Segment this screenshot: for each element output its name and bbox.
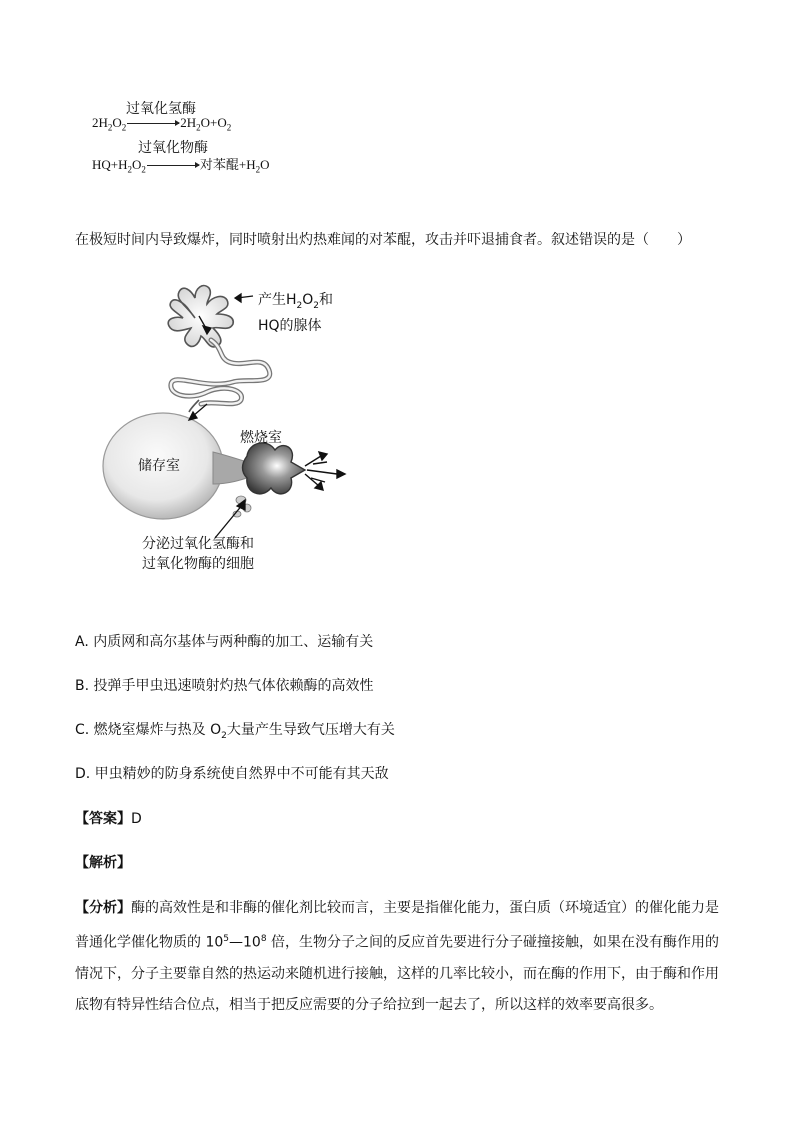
storage-label: 储存室	[138, 458, 180, 474]
eq1-left: $2H_2O_2$	[92, 115, 127, 133]
answer-line	[75, 812, 142, 826]
option-b: B. 投弹手甲虫迅速喷射灼热气体依赖酶的高效性	[75, 678, 374, 694]
equation-1	[92, 115, 231, 133]
eq1-enzyme-label: 过氧化氢酶	[126, 101, 196, 117]
gland-label	[258, 290, 333, 336]
answer-value: D	[131, 811, 142, 827]
answer-label: 【答案】	[75, 811, 131, 827]
combustion-chamber	[243, 443, 306, 494]
gland-label-line2: HQ的腺体	[258, 317, 322, 334]
chamber-label: 燃烧室	[240, 430, 282, 446]
eq1-right: $2H_2O+O_2$	[180, 115, 232, 133]
reaction-arrow-icon	[147, 165, 199, 167]
option-c: C. 燃烧室爆炸与热及 $O_2$大量产生导致气压增大有关	[75, 722, 395, 741]
question-text: 在极短时间内导致爆炸，同时喷射出灼热难闻的对苯醌，攻击并吓退捕食者。叙述错误的是（ ）	[75, 232, 691, 248]
eq2-enzyme-label: 过氧化物酶	[138, 140, 208, 156]
eq2-left: $HQ+H_2O_2$	[92, 157, 146, 175]
beetle-defense-diagram	[95, 278, 415, 538]
option-d: D. 甲虫精妙的防身系统使自然界中不可能有其天敌	[75, 766, 389, 782]
analysis-paragraph: 【分析】酶的高效性是和非酶的催化剂比较而言，主要是指催化能力，蛋白质（环境适宜）的催化能力是普通化学催化物质的 $10^5—10^8$ 倍，生物分子之间的反应首先要进行分子碰撞接触，如果在没有酶作用的情况下，分子主要靠自然的热运动来随机进行接触，这样的几率比较小，而在酶的作用下，由于酶和作用底物有特异性结合位点，相当于把反应需要的分子给拉到一起去了，所以这样的效率要高很多。	[75, 900, 720, 1013]
spray-arrows-icon	[305, 452, 345, 490]
eq2-right: 对苯醌$+H_2O$	[199, 157, 270, 175]
gland-label-line1: 产生$H_2O_2$和	[258, 292, 334, 311]
analysis-heading: 【解析】	[75, 855, 131, 871]
cells-label	[142, 534, 254, 574]
analysis-label: 【分析】	[75, 900, 131, 916]
gland-shape	[168, 286, 233, 347]
reaction-arrow-icon	[127, 123, 179, 125]
option-a: A. 内质网和高尔基体与两种酶的加工、运输有关	[75, 634, 374, 650]
equation-2	[92, 154, 270, 175]
cells-label-line1: 分泌过氧化氢酶和	[142, 536, 254, 552]
cells-label-line2: 过氧化物酶的细胞	[142, 556, 254, 572]
